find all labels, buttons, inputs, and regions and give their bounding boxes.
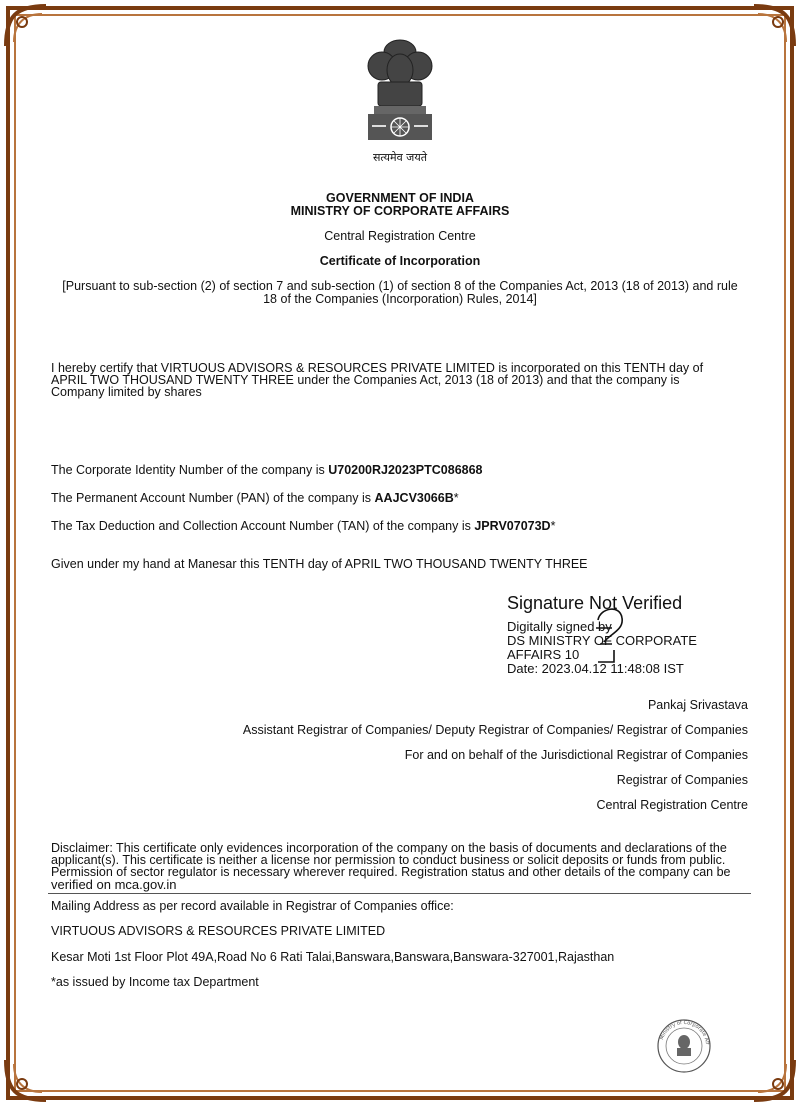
disclaimer-line-2: applicant(s). This certificate is neither a license nor permission to conduct business or solicit deposits or funds from public. xyxy=(51,853,726,867)
national-emblem-icon xyxy=(360,36,440,146)
pan-asterisk: * xyxy=(453,491,459,505)
corner-ornament-top-left xyxy=(2,2,50,50)
signature-digitally-signed: Digitally signed by xyxy=(507,619,612,634)
signature-status: Signature Not Verified xyxy=(507,593,683,613)
registrar-behalf: For and on behalf of the Jurisdictional Registrar of Companies xyxy=(404,748,748,762)
corner-ornament-bottom-right xyxy=(750,1056,798,1104)
pan-value: AAJCV3066B xyxy=(374,491,454,505)
certify-line-2: APRIL TWO THOUSAND TWENTY THREE under the Companies Act, 2013 (18 of 2013) and that the company is xyxy=(51,373,680,387)
mailing-company: VIRTUOUS ADVISORS & RESOURCES PRIVATE LIMITED xyxy=(51,924,386,938)
tan-label: The Tax Deduction and Collection Account Number (TAN) of the company is xyxy=(51,519,475,533)
certify-line-3: Company limited by shares xyxy=(51,385,202,399)
cin-label: The Corporate Identity Number of the company is xyxy=(51,463,329,477)
registrar-role: Registrar of Companies xyxy=(616,773,748,787)
footnote: *as issued by Income tax Department xyxy=(51,975,259,989)
seal-text: Ministry of Corporate Aff xyxy=(659,1019,711,1046)
tan-asterisk: * xyxy=(550,519,556,533)
pursuant-line-1: [Pursuant to sub-section (2) of section 7 and sub-section (1) of section 8 of the Companies Act, 2013 (18 of 2013) and rule xyxy=(62,279,738,293)
cin-statement xyxy=(51,464,751,476)
header-centre: Central Registration Centre xyxy=(324,229,476,243)
tan-value: JPRV07073D xyxy=(474,519,551,533)
disclaimer-line-3: Permission of sector regulator is necessary wherever required. Registration status and other details of the company can be xyxy=(51,865,731,879)
corner-ornament-bottom-left xyxy=(2,1056,50,1104)
divider xyxy=(48,893,751,894)
ministry-seal-icon xyxy=(656,1018,712,1074)
disclaimer-line-1: Disclaimer: This certificate only evidences incorporation of the company on the basis of documents and declarations of the xyxy=(51,841,727,855)
cin-value: U70200RJ2023PTC086868 xyxy=(328,463,483,477)
header-government: GOVERNMENT OF INDIA xyxy=(326,191,474,205)
signature-date: Date: 2023.04.12 11:48:08 IST xyxy=(507,661,684,676)
registrar-name: Pankaj Srivastava xyxy=(647,698,748,712)
emblem-motto: सत्यमेव जयते xyxy=(372,151,427,164)
mailing-address: Kesar Moti 1st Floor Plot 49A,Road No 6 Rati Talai,Banswara,Banswara,Banswara-327001,Rajasthan xyxy=(51,950,615,964)
signature-signer-line-1: DS MINISTRY OF CORPORATE xyxy=(507,633,697,648)
given-under-hand: Given under my hand at Manesar this TENTH day of APRIL TWO THOUSAND TWENTY THREE xyxy=(51,557,588,571)
header-ministry: MINISTRY OF CORPORATE AFFAIRS xyxy=(290,204,510,218)
unverified-signature-mark-icon xyxy=(590,606,630,668)
pan-statement xyxy=(51,492,751,504)
registrar-centre: Central Registration Centre xyxy=(596,798,748,812)
corner-ornament-top-right xyxy=(750,2,798,50)
pursuant-line-2: 18 of the Companies (Incorporation) Rules, 2014] xyxy=(263,292,537,306)
registrar-designation: Assistant Registrar of Companies/ Deputy Registrar of Companies/ Registrar of Companies xyxy=(242,723,748,737)
tan-statement xyxy=(51,520,751,532)
certify-line-1: I hereby certify that VIRTUOUS ADVISORS & RESOURCES PRIVATE LIMITED is incorporated on this TENTH day of xyxy=(51,361,704,375)
signature-signer-line-2: AFFAIRS 10 xyxy=(507,647,580,662)
pan-label: The Permanent Account Number (PAN) of the company is xyxy=(51,491,375,505)
page-title: Certificate of Incorporation xyxy=(319,254,481,268)
mailing-heading: Mailing Address as per record available in Registrar of Companies office: xyxy=(51,899,454,913)
disclaimer-line-4: verified on mca.gov.in xyxy=(51,877,177,892)
